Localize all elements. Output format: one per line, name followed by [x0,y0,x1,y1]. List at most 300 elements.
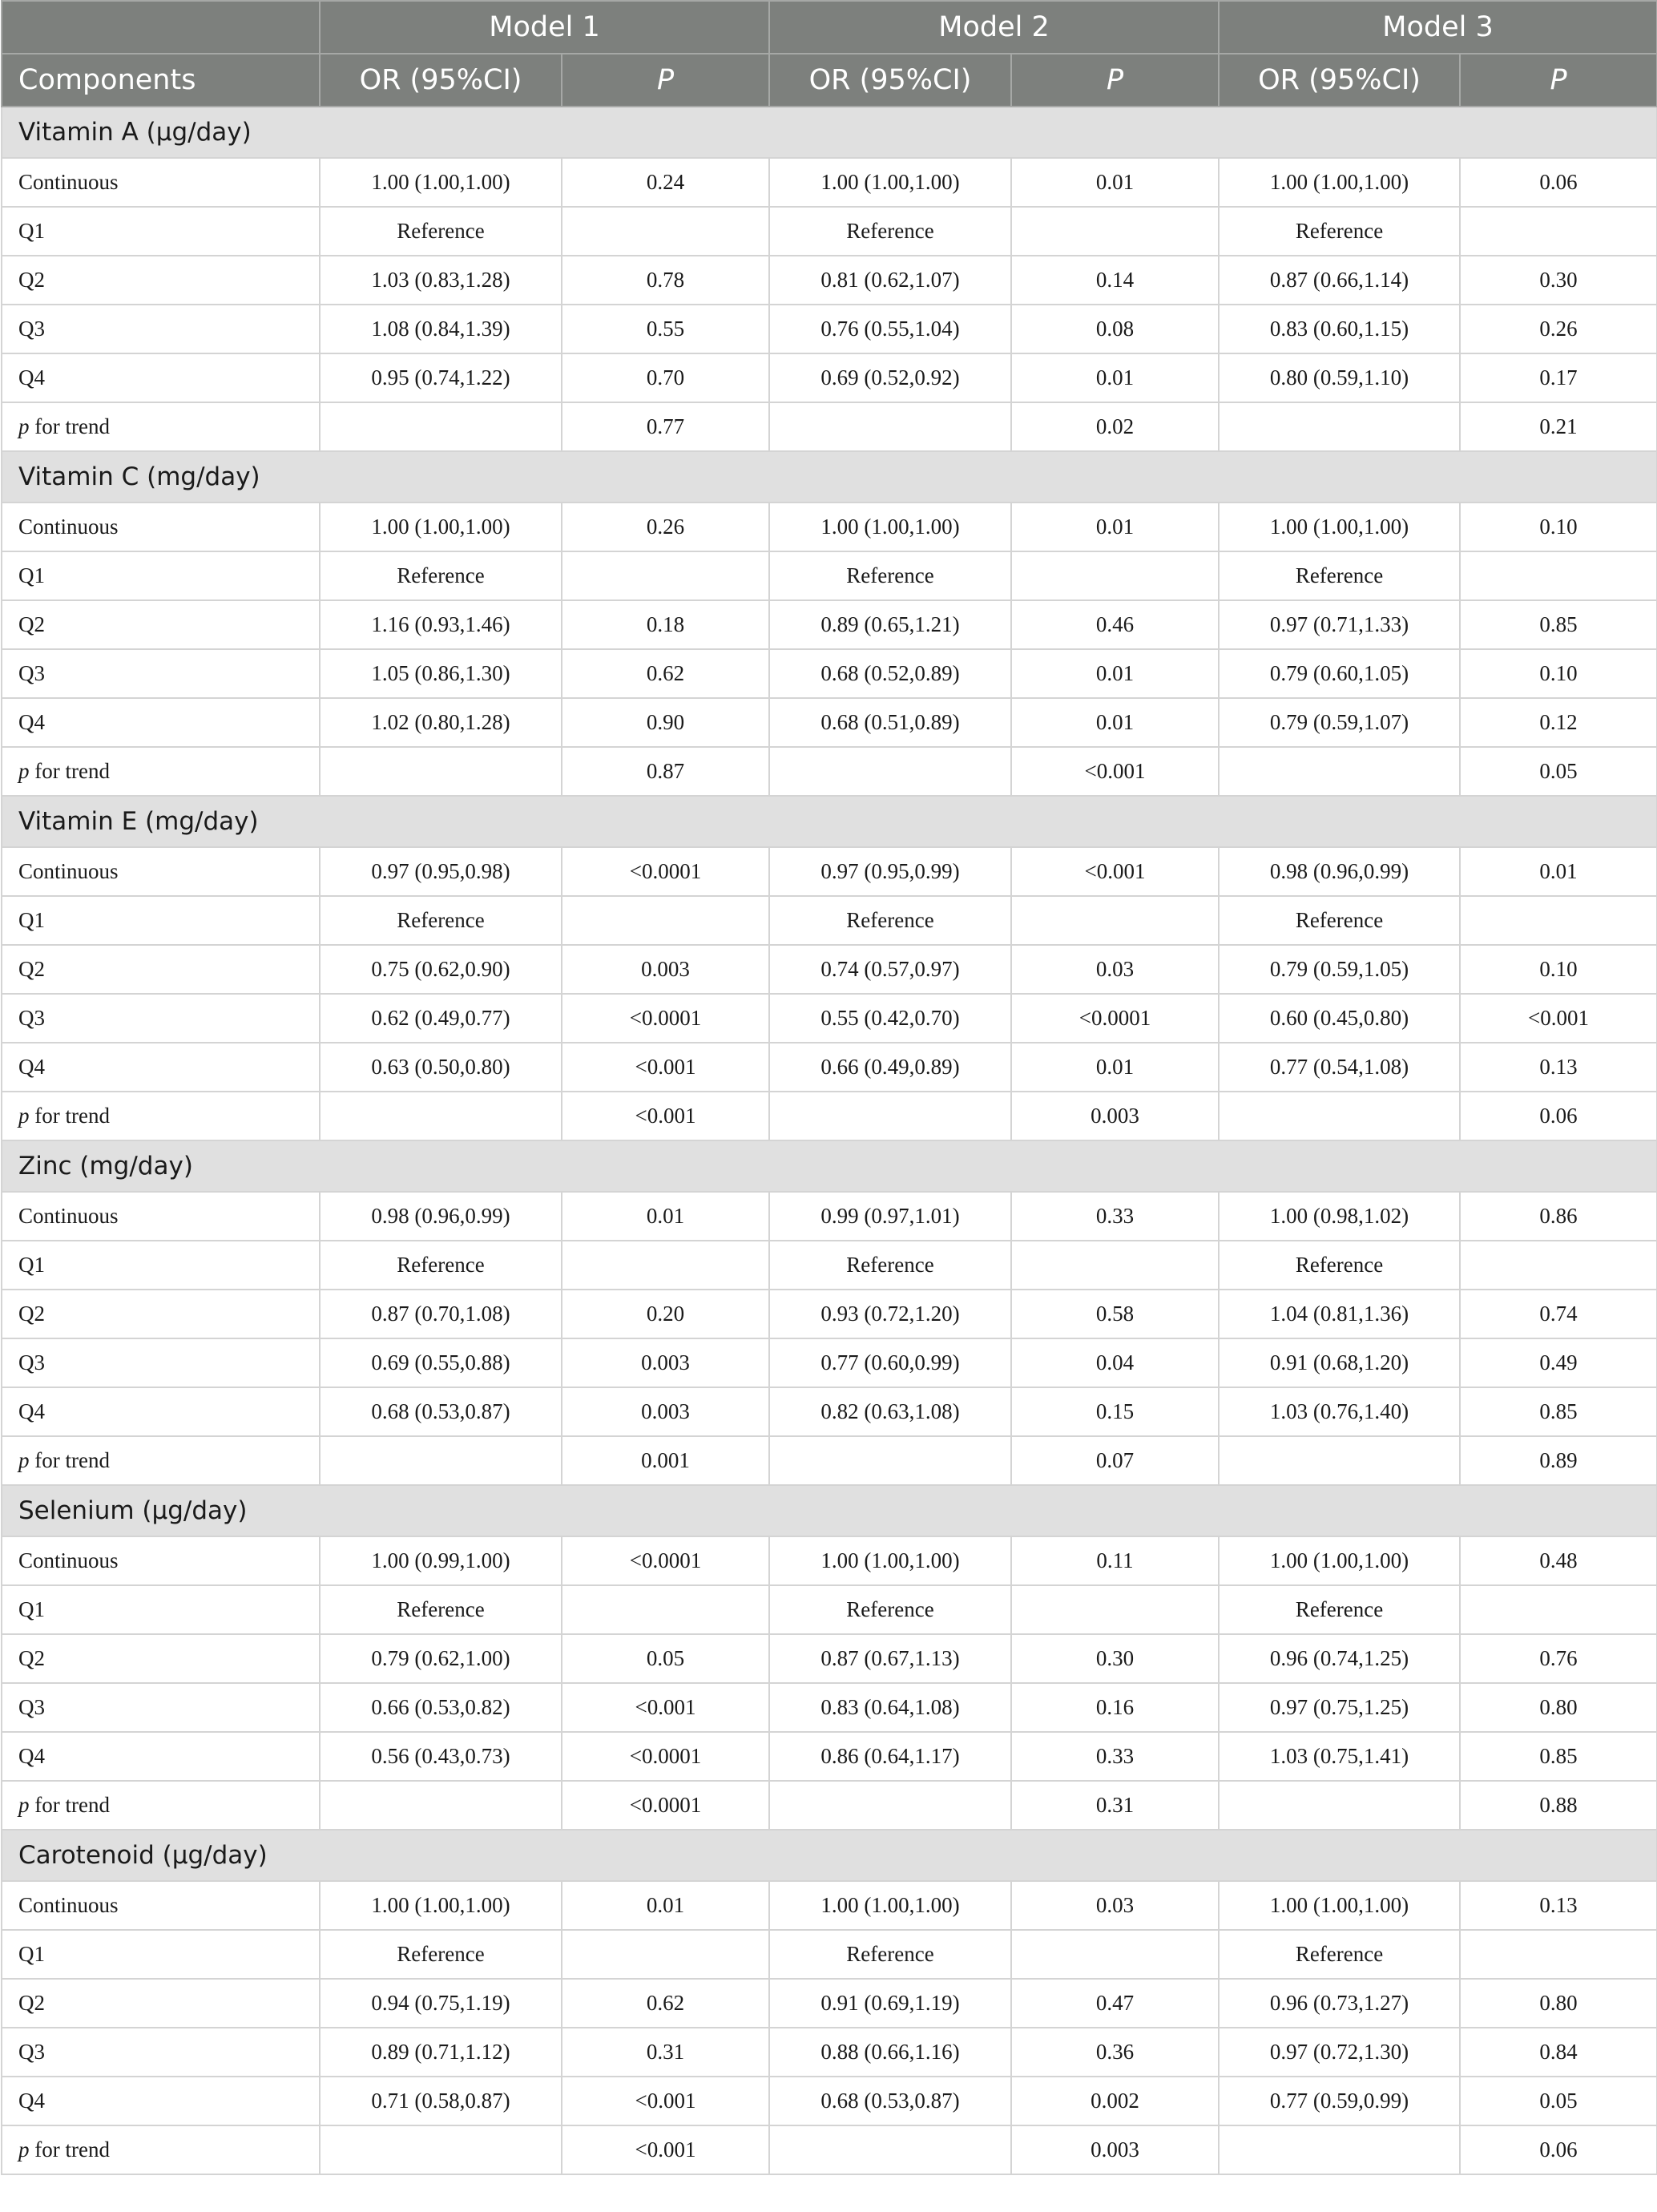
group-header-row [2,451,1657,503]
p-value-cell: 0.88 [1460,1781,1657,1830]
table-row [2,994,1657,1043]
or-cell: 0.71 (0.58,0.87) [320,2077,562,2125]
or-cell: 0.79 (0.60,1.05) [1219,649,1460,698]
or-cell: 1.00 (0.98,1.02) [1219,1192,1460,1241]
table-row [2,600,1657,649]
or-cell: 1.00 (1.00,1.00) [769,503,1011,551]
p-value-cell: <0.001 [562,1043,769,1092]
or-cell: Reference [320,1585,562,1634]
header-blank-cell [2,1,320,54]
row-label: Continuous [2,1192,320,1241]
p-value-cell: 0.31 [562,2028,769,2077]
row-label-italic: p [18,759,30,783]
p-header: P [562,54,769,107]
p-value-cell: 0.49 [1460,1338,1657,1387]
or-cell: 0.79 (0.59,1.05) [1219,945,1460,994]
table-row [2,2028,1657,2077]
p-value-cell: <0.001 [562,1092,769,1140]
p-value-cell: 0.85 [1460,600,1657,649]
or-cell: 0.97 (0.71,1.33) [1219,600,1460,649]
table-row [2,503,1657,551]
or-cell: Reference [320,551,562,600]
p-value-cell: 0.16 [1011,1683,1219,1732]
or-cell: 0.76 (0.55,1.04) [769,305,1011,353]
table-row [2,256,1657,305]
or-cell: Reference [769,551,1011,600]
or-cell: 0.97 (0.95,0.98) [320,847,562,896]
or-cell [1219,2125,1460,2174]
table-row [2,896,1657,945]
p-value-cell: 0.55 [562,305,769,353]
table-row [2,2077,1657,2125]
row-label-italic: p [18,1793,30,1817]
row-label-rest: for trend [29,2137,110,2162]
p-value-cell: 0.12 [1460,698,1657,747]
p-value-cell: 0.85 [1460,1732,1657,1781]
group-header-row [2,796,1657,847]
or-cell: 0.86 (0.64,1.17) [769,1732,1011,1781]
table-row [2,402,1657,451]
p-value-cell [1011,1930,1219,1979]
or-cell: 0.60 (0.45,0.80) [1219,994,1460,1043]
p-value-cell: <0.0001 [1011,994,1219,1043]
p-value-cell: <0.0001 [562,1781,769,1830]
or-cell: 0.69 (0.55,0.88) [320,1338,562,1387]
or-cell: Reference [1219,1241,1460,1290]
model-2-header: Model 2 [769,1,1219,54]
row-label: Q3 [2,1683,320,1732]
row-label: Continuous [2,1536,320,1585]
p-value-cell [1460,551,1657,600]
or-cell [769,1092,1011,1140]
p-value-cell: 0.003 [562,945,769,994]
p-value-cell: <0.001 [562,1683,769,1732]
p-value-cell: 0.05 [1460,2077,1657,2125]
or-cell [320,1781,562,1830]
p-value-cell: <0.001 [562,2077,769,2125]
p-value-cell [562,896,769,945]
components-header: Components [2,54,320,107]
or-cell: 0.74 (0.57,0.97) [769,945,1011,994]
table-row [2,1241,1657,1290]
group-title: Zinc (mg/day) [2,1140,1657,1192]
p-value-cell: 0.01 [1011,503,1219,551]
p-value-cell: 0.13 [1460,1881,1657,1930]
or-cell [769,1436,1011,1485]
or-cell: Reference [769,1930,1011,1979]
p-value-cell: <0.0001 [562,847,769,896]
row-label: Q2 [2,600,320,649]
p-value-cell: 0.03 [1011,1881,1219,1930]
row-label: Q1 [2,896,320,945]
table-row [2,1387,1657,1436]
or-cell: 0.63 (0.50,0.80) [320,1043,562,1092]
table-row [2,1634,1657,1683]
table-row [2,1290,1657,1338]
p-value-cell: 0.26 [562,503,769,551]
group-title: Vitamin C (mg/day) [2,451,1657,503]
p-value-cell: 0.20 [562,1290,769,1338]
table-row [2,1338,1657,1387]
p-value-cell: 0.06 [1460,1092,1657,1140]
p-value-cell: 0.47 [1011,1979,1219,2028]
or-cell: 1.00 (1.00,1.00) [1219,503,1460,551]
table-row [2,1781,1657,1830]
or-cell: 0.87 (0.67,1.13) [769,1634,1011,1683]
p-value-cell: 0.04 [1011,1338,1219,1387]
or-cell: 1.16 (0.93,1.46) [320,600,562,649]
p-value-cell: 0.01 [1011,649,1219,698]
model-3-header: Model 3 [1219,1,1657,54]
p-value-cell: 0.03 [1011,945,1219,994]
p-value-cell: 0.10 [1460,649,1657,698]
row-label-italic: p [18,414,30,438]
row-label: Continuous [2,1881,320,1930]
row-label: Q4 [2,1043,320,1092]
p-value-cell [562,551,769,600]
or-cell: 1.02 (0.80,1.28) [320,698,562,747]
or-cell: 0.89 (0.65,1.21) [769,600,1011,649]
or-cell: 0.77 (0.54,1.08) [1219,1043,1460,1092]
or-cell [320,1092,562,1140]
or-cell: 0.69 (0.52,0.92) [769,353,1011,402]
or-cell: Reference [320,1930,562,1979]
row-label: Q1 [2,1585,320,1634]
or-cell: 1.05 (0.86,1.30) [320,649,562,698]
or-cell: 0.95 (0.74,1.22) [320,353,562,402]
row-label-rest: for trend [29,759,110,783]
or-cell: 0.77 (0.59,0.99) [1219,2077,1460,2125]
row-label-italic: p [18,2137,30,2162]
table-row [2,945,1657,994]
p-value-cell: 0.33 [1011,1192,1219,1241]
or-cell: 0.68 (0.53,0.87) [769,2077,1011,2125]
p-value-cell: 0.89 [1460,1436,1657,1485]
p-value-cell: 0.01 [562,1192,769,1241]
or-cell: 1.00 (1.00,1.00) [769,1881,1011,1930]
or-cell: 1.00 (1.00,1.00) [320,503,562,551]
row-label: Q3 [2,305,320,353]
or-cell: 0.91 (0.69,1.19) [769,1979,1011,2028]
table-row [2,1881,1657,1930]
p-value-cell: <0.001 [1460,994,1657,1043]
p-value-cell: <0.001 [1011,747,1219,796]
row-label: Continuous [2,503,320,551]
group-title: Selenium (μg/day) [2,1485,1657,1536]
row-label: Continuous [2,158,320,207]
or-cell: 1.03 (0.76,1.40) [1219,1387,1460,1436]
row-label: Q1 [2,1930,320,1979]
table-row [2,1732,1657,1781]
or-cell: 0.97 (0.72,1.30) [1219,2028,1460,2077]
table-row [2,1043,1657,1092]
results-table [1,0,1657,2175]
or-cell: 0.66 (0.53,0.82) [320,1683,562,1732]
or-cell: 1.00 (0.99,1.00) [320,1536,562,1585]
row-label: Q3 [2,994,320,1043]
p-header: P [1460,54,1657,107]
or-cell: Reference [320,1241,562,1290]
or-cell [320,747,562,796]
or-cell: 0.62 (0.49,0.77) [320,994,562,1043]
group-title: Vitamin A (μg/day) [2,107,1657,158]
or-cell: 1.00 (1.00,1.00) [320,158,562,207]
p-value-cell [1011,551,1219,600]
p-value-cell: <0.0001 [562,994,769,1043]
or-cell: 0.93 (0.72,1.20) [769,1290,1011,1338]
or-cell: 0.96 (0.73,1.27) [1219,1979,1460,2028]
p-value-cell: 0.46 [1011,600,1219,649]
p-value-cell: 0.21 [1460,402,1657,451]
p-value-cell: <0.0001 [562,1536,769,1585]
p-value-cell: 0.01 [1460,847,1657,896]
row-label-italic: p [18,1448,30,1472]
model-header-row [2,1,1657,54]
p-value-cell: 0.14 [1011,256,1219,305]
or-cell: 0.80 (0.59,1.10) [1219,353,1460,402]
row-label: Continuous [2,847,320,896]
or-cell: 1.00 (1.00,1.00) [769,158,1011,207]
table-row [2,158,1657,207]
or-cell: 1.00 (1.00,1.00) [1219,158,1460,207]
or-header: OR (95%CI) [320,54,562,107]
p-value-cell: 0.06 [1460,2125,1657,2174]
p-value-cell: 0.003 [1011,2125,1219,2174]
p-value-cell: 0.24 [562,158,769,207]
or-cell [769,1781,1011,1830]
p-value-cell: 0.90 [562,698,769,747]
p-value-cell [1011,1585,1219,1634]
or-cell: Reference [1219,1930,1460,1979]
p-value-cell: <0.0001 [562,1732,769,1781]
p-value-cell [562,1930,769,1979]
table-row [2,353,1657,402]
or-cell: Reference [320,207,562,256]
group-header-row [2,1830,1657,1881]
p-value-cell: 0.84 [1460,2028,1657,2077]
p-value-cell: 0.30 [1011,1634,1219,1683]
or-cell: 1.03 (0.83,1.28) [320,256,562,305]
p-value-cell [1460,1930,1657,1979]
p-value-cell: <0.001 [1011,847,1219,896]
table-row [2,649,1657,698]
row-label: Q4 [2,1387,320,1436]
p-value-cell: 0.62 [562,649,769,698]
p-value-cell [1011,207,1219,256]
or-cell: 1.00 (1.00,1.00) [1219,1881,1460,1930]
p-value-cell [1460,207,1657,256]
table-body [2,107,1657,2174]
or-cell: 0.91 (0.68,1.20) [1219,1338,1460,1387]
or-cell: 1.03 (0.75,1.41) [1219,1732,1460,1781]
p-value-cell [1460,1585,1657,1634]
p-value-cell: 0.58 [1011,1290,1219,1338]
or-cell: 0.99 (0.97,1.01) [769,1192,1011,1241]
table-row [2,1092,1657,1140]
group-title: Carotenoid (μg/day) [2,1830,1657,1881]
table-row [2,305,1657,353]
p-value-cell: 0.01 [1011,353,1219,402]
or-cell: 0.79 (0.59,1.07) [1219,698,1460,747]
or-cell: 1.00 (1.00,1.00) [320,1881,562,1930]
p-value-cell: 0.30 [1460,256,1657,305]
row-label [2,1092,320,1140]
or-cell: 0.97 (0.95,0.99) [769,847,1011,896]
or-cell: 0.68 (0.51,0.89) [769,698,1011,747]
or-cell: Reference [769,896,1011,945]
p-value-cell: 0.62 [562,1979,769,2028]
row-label: Q2 [2,1290,320,1338]
or-cell: Reference [769,1241,1011,1290]
group-title: Vitamin E (mg/day) [2,796,1657,847]
row-label-rest: for trend [29,414,110,438]
table-row [2,207,1657,256]
row-label-rest: for trend [29,1104,110,1128]
p-value-cell: 0.78 [562,256,769,305]
group-header-row [2,1140,1657,1192]
p-value-cell: 0.05 [562,1634,769,1683]
p-value-cell: 0.31 [1011,1781,1219,1830]
p-value-cell: 0.003 [562,1338,769,1387]
p-value-cell: 0.70 [562,353,769,402]
or-cell: 0.98 (0.96,0.99) [320,1192,562,1241]
or-cell: 0.96 (0.74,1.25) [1219,1634,1460,1683]
p-value-cell: 0.80 [1460,1683,1657,1732]
row-label: Q1 [2,207,320,256]
p-value-cell: 0.01 [1011,158,1219,207]
or-header: OR (95%CI) [769,54,1011,107]
p-value-cell: <0.001 [562,2125,769,2174]
p-value-cell: 0.13 [1460,1043,1657,1092]
p-value-cell: 0.05 [1460,747,1657,796]
or-cell [769,402,1011,451]
table-row [2,1436,1657,1485]
p-value-cell: 0.76 [1460,1634,1657,1683]
p-value-cell: 0.002 [1011,2077,1219,2125]
or-cell: Reference [320,896,562,945]
p-value-cell [562,1585,769,1634]
p-value-cell [1460,1241,1657,1290]
p-value-cell: 0.06 [1460,158,1657,207]
or-cell: 0.77 (0.60,0.99) [769,1338,1011,1387]
p-value-cell: 0.10 [1460,503,1657,551]
row-label: Q3 [2,2028,320,2077]
or-cell: 0.94 (0.75,1.19) [320,1979,562,2028]
or-cell [769,747,1011,796]
or-cell: 0.75 (0.62,0.90) [320,945,562,994]
row-label: Q4 [2,698,320,747]
or-cell: Reference [1219,551,1460,600]
table-row [2,1979,1657,2028]
p-value-cell: 0.86 [1460,1192,1657,1241]
or-cell [320,2125,562,2174]
row-label [2,2125,320,2174]
row-label [2,1781,320,1830]
or-cell: 0.83 (0.60,1.15) [1219,305,1460,353]
table-row [2,2125,1657,2174]
group-header-row [2,107,1657,158]
or-cell: 0.66 (0.49,0.89) [769,1043,1011,1092]
or-cell: 0.88 (0.66,1.16) [769,2028,1011,2077]
p-value-cell [1460,896,1657,945]
or-cell [1219,1436,1460,1485]
row-label [2,1436,320,1485]
row-label: Q1 [2,1241,320,1290]
p-value-cell [1011,1241,1219,1290]
row-label: Q2 [2,1979,320,2028]
row-label-rest: for trend [29,1448,110,1472]
or-cell: 0.98 (0.96,0.99) [1219,847,1460,896]
p-value-cell: 0.001 [562,1436,769,1485]
or-cell: Reference [769,1585,1011,1634]
p-value-cell: 0.003 [1011,1092,1219,1140]
p-value-cell: 0.85 [1460,1387,1657,1436]
or-cell: 0.89 (0.71,1.12) [320,2028,562,2077]
row-label: Q1 [2,551,320,600]
table-row [2,1683,1657,1732]
row-label [2,747,320,796]
p-value-cell: 0.01 [1011,1043,1219,1092]
or-cell [1219,747,1460,796]
or-cell: 1.08 (0.84,1.39) [320,305,562,353]
or-cell [320,402,562,451]
or-cell: 1.00 (1.00,1.00) [769,1536,1011,1585]
row-label: Q4 [2,2077,320,2125]
or-cell [1219,1092,1460,1140]
p-value-cell: 0.07 [1011,1436,1219,1485]
row-label-rest: for trend [29,1793,110,1817]
p-value-cell: 0.11 [1011,1536,1219,1585]
table-row [2,747,1657,796]
or-cell: Reference [1219,207,1460,256]
or-cell: 0.79 (0.62,1.00) [320,1634,562,1683]
or-cell: Reference [769,207,1011,256]
group-header-row [2,1485,1657,1536]
or-cell [320,1436,562,1485]
p-value-cell: 0.003 [562,1387,769,1436]
or-cell [769,2125,1011,2174]
or-cell: 0.56 (0.43,0.73) [320,1732,562,1781]
table-row [2,551,1657,600]
or-cell: 0.87 (0.66,1.14) [1219,256,1460,305]
or-cell [1219,402,1460,451]
or-cell: 1.04 (0.81,1.36) [1219,1290,1460,1338]
or-cell: Reference [1219,896,1460,945]
row-label: Q3 [2,649,320,698]
p-value-cell [562,207,769,256]
p-value-cell: 0.80 [1460,1979,1657,2028]
p-value-cell: 0.87 [562,747,769,796]
or-header: OR (95%CI) [1219,54,1460,107]
or-cell: 0.83 (0.64,1.08) [769,1683,1011,1732]
p-value-cell: 0.08 [1011,305,1219,353]
row-label: Q4 [2,1732,320,1781]
p-value-cell: 0.17 [1460,353,1657,402]
table-row [2,1536,1657,1585]
model-1-header: Model 1 [320,1,769,54]
or-cell: 0.82 (0.63,1.08) [769,1387,1011,1436]
p-value-cell [562,1241,769,1290]
row-label: Q3 [2,1338,320,1387]
p-value-cell: 0.01 [562,1881,769,1930]
row-label: Q2 [2,256,320,305]
column-header-row [2,54,1657,107]
table-row [2,847,1657,896]
row-label [2,402,320,451]
p-value-cell: 0.74 [1460,1290,1657,1338]
p-header: P [1011,54,1219,107]
p-value-cell: 0.01 [1011,698,1219,747]
